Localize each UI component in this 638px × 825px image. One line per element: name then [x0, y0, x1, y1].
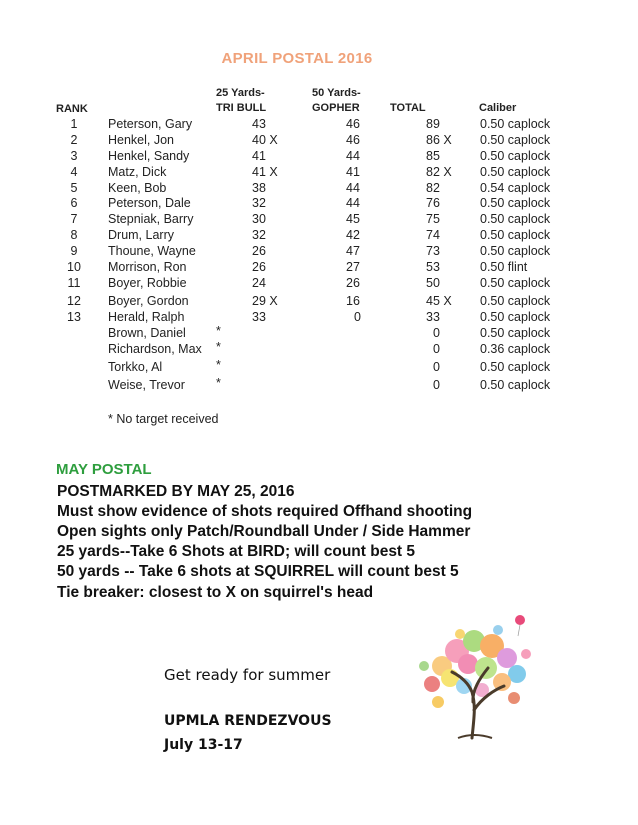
row-total: 33 [426, 310, 440, 324]
row-name: Boyer, Robbie [108, 276, 187, 290]
row-name: Henkel, Sandy [108, 149, 190, 163]
row-rank: 11 [67, 276, 81, 290]
row-total: 0 [433, 326, 440, 340]
row-50yd: 44 [346, 181, 360, 195]
row-rank: 10 [67, 260, 81, 274]
row-rank: 3 [70, 149, 78, 163]
yards50-header-line1: 50 Yards- [312, 87, 361, 99]
event-name: UPMLA RENDEZVOUS [164, 713, 332, 729]
total-header: TOTAL [390, 102, 426, 114]
row-25yd: 29 X [252, 294, 278, 308]
row-name: Peterson, Dale [108, 196, 191, 210]
may-rule-line: Tie breaker: closest to X on squirrel's head [57, 584, 374, 601]
row-caliber: 0.36 caplock [480, 342, 551, 356]
row-name: Torkko, Al [108, 360, 163, 374]
row-name: Boyer, Gordon [108, 294, 189, 308]
row-50yd: 46 [346, 117, 360, 131]
page-title: APRIL POSTAL 2016 [221, 50, 373, 67]
row-total: 82 [426, 181, 440, 195]
row-total: 76 [426, 196, 440, 210]
row-name: Thoune, Wayne [108, 244, 196, 258]
row-caliber: 0.50 caplock [480, 212, 551, 226]
row-50yd: 44 [346, 149, 360, 163]
row-total: 82 X [426, 165, 452, 179]
row-50yd: 46 [346, 133, 360, 147]
row-50yd: 16 [346, 294, 360, 308]
row-caliber: 0.50 caplock [480, 133, 551, 147]
row-rank: 7 [70, 212, 78, 226]
row-25yd: 30 [252, 212, 266, 226]
may-rule-line: Open sights only Patch/Roundball Under / Side Hammer [57, 523, 471, 540]
row-caliber: 0.50 caplock [480, 149, 551, 163]
row-rank: 4 [70, 165, 78, 179]
row-rank: 2 [70, 133, 78, 147]
row-rank: 1 [70, 117, 78, 131]
caliber-header: Caliber [479, 102, 517, 114]
row-25yd: 26 [252, 244, 266, 258]
row-caliber: 0.50 caplock [480, 117, 551, 131]
row-50yd: 45 [346, 212, 360, 226]
row-caliber: 0.50 caplock [480, 326, 551, 340]
row-total: 89 [426, 117, 440, 131]
row-name: Morrison, Ron [108, 260, 187, 274]
row-50yd: 41 [346, 165, 360, 179]
row-total: 45 X [426, 294, 452, 308]
row-50yd: 42 [346, 228, 360, 242]
row-caliber: 0.50 caplock [480, 378, 551, 392]
footnote: * No target received [108, 412, 219, 426]
row-25yd: 26 [252, 260, 266, 274]
row-25yd: 32 [252, 196, 266, 210]
row-name: Matz, Dick [108, 165, 167, 179]
row-name: Richardson, Max [108, 342, 202, 356]
row-caliber: 0.50 caplock [480, 228, 551, 242]
row-caliber: 0.50 caplock [480, 196, 551, 210]
row-caliber: 0.54 caplock [480, 181, 551, 195]
row-25yd: 43 [252, 117, 266, 131]
row-total: 53 [426, 260, 440, 274]
row-rank: 9 [70, 244, 78, 258]
yards50-header-line2: GOPHER [312, 102, 360, 114]
row-name: Herald, Ralph [108, 310, 185, 324]
row-caliber: 0.50 caplock [480, 360, 551, 374]
rank-header: RANK [56, 103, 88, 115]
row-total: 74 [426, 228, 440, 242]
row-name: Keen, Bob [108, 181, 167, 195]
row-total: 85 [426, 149, 440, 163]
row-50yd: 27 [346, 260, 360, 274]
row-50yd: 47 [346, 244, 360, 258]
event-dates: July 13-17 [164, 737, 243, 753]
yards25-header-line1: 25 Yards- [216, 87, 265, 99]
row-25yd: 41 X [252, 165, 278, 179]
may-rule-line: 50 yards -- Take 6 shots at SQUIRREL will count best 5 [57, 563, 459, 580]
row-no-target-marker: * [216, 376, 221, 390]
may-rule-line: 25 yards--Take 6 Shots at BIRD; will count best 5 [57, 543, 416, 560]
row-total: 0 [433, 360, 440, 374]
row-caliber: 0.50 caplock [480, 294, 551, 308]
row-rank: 13 [67, 310, 81, 324]
may-rule-line: POSTMARKED BY MAY 25, 2016 [57, 483, 295, 500]
row-caliber: 0.50 caplock [480, 165, 551, 179]
may-rule-line: Must show evidence of shots required Offhand shooting [57, 503, 473, 520]
row-25yd: 41 [252, 149, 266, 163]
may-postal-title: MAY POSTAL [56, 461, 152, 478]
row-name: Henkel, Jon [108, 133, 175, 147]
row-caliber: 0.50 caplock [480, 244, 551, 258]
row-50yd: 0 [354, 310, 361, 324]
row-name: Brown, Daniel [108, 326, 186, 340]
row-total: 86 X [426, 133, 452, 147]
decorative-tree-illustration [402, 606, 552, 746]
closing-tagline: Get ready for summer [164, 666, 331, 684]
row-rank: 6 [70, 196, 78, 210]
tree-icon [402, 606, 552, 746]
row-no-target-marker: * [216, 340, 221, 354]
row-name: Weise, Trevor [108, 378, 185, 392]
row-total: 0 [433, 342, 440, 356]
row-25yd: 40 X [252, 133, 278, 147]
row-rank: 8 [70, 228, 78, 242]
row-25yd: 33 [252, 310, 266, 324]
yards25-header-line2: TRI BULL [216, 102, 267, 114]
row-no-target-marker: * [216, 358, 221, 372]
row-50yd: 26 [346, 276, 360, 290]
row-no-target-marker: * [216, 324, 221, 338]
row-name: Stepniak, Barry [108, 212, 194, 226]
row-name: Peterson, Gary [108, 117, 193, 131]
row-25yd: 38 [252, 181, 266, 195]
row-total: 50 [426, 276, 440, 290]
row-50yd: 44 [346, 196, 360, 210]
row-total: 73 [426, 244, 440, 258]
row-rank: 12 [67, 294, 81, 308]
row-caliber: 0.50 flint [480, 260, 528, 274]
row-25yd: 24 [252, 276, 266, 290]
row-rank: 5 [70, 181, 78, 195]
row-name: Drum, Larry [108, 228, 174, 242]
row-total: 75 [426, 212, 440, 226]
row-caliber: 0.50 caplock [480, 310, 551, 324]
row-25yd: 32 [252, 228, 266, 242]
row-caliber: 0.50 caplock [480, 276, 551, 290]
row-total: 0 [433, 378, 440, 392]
